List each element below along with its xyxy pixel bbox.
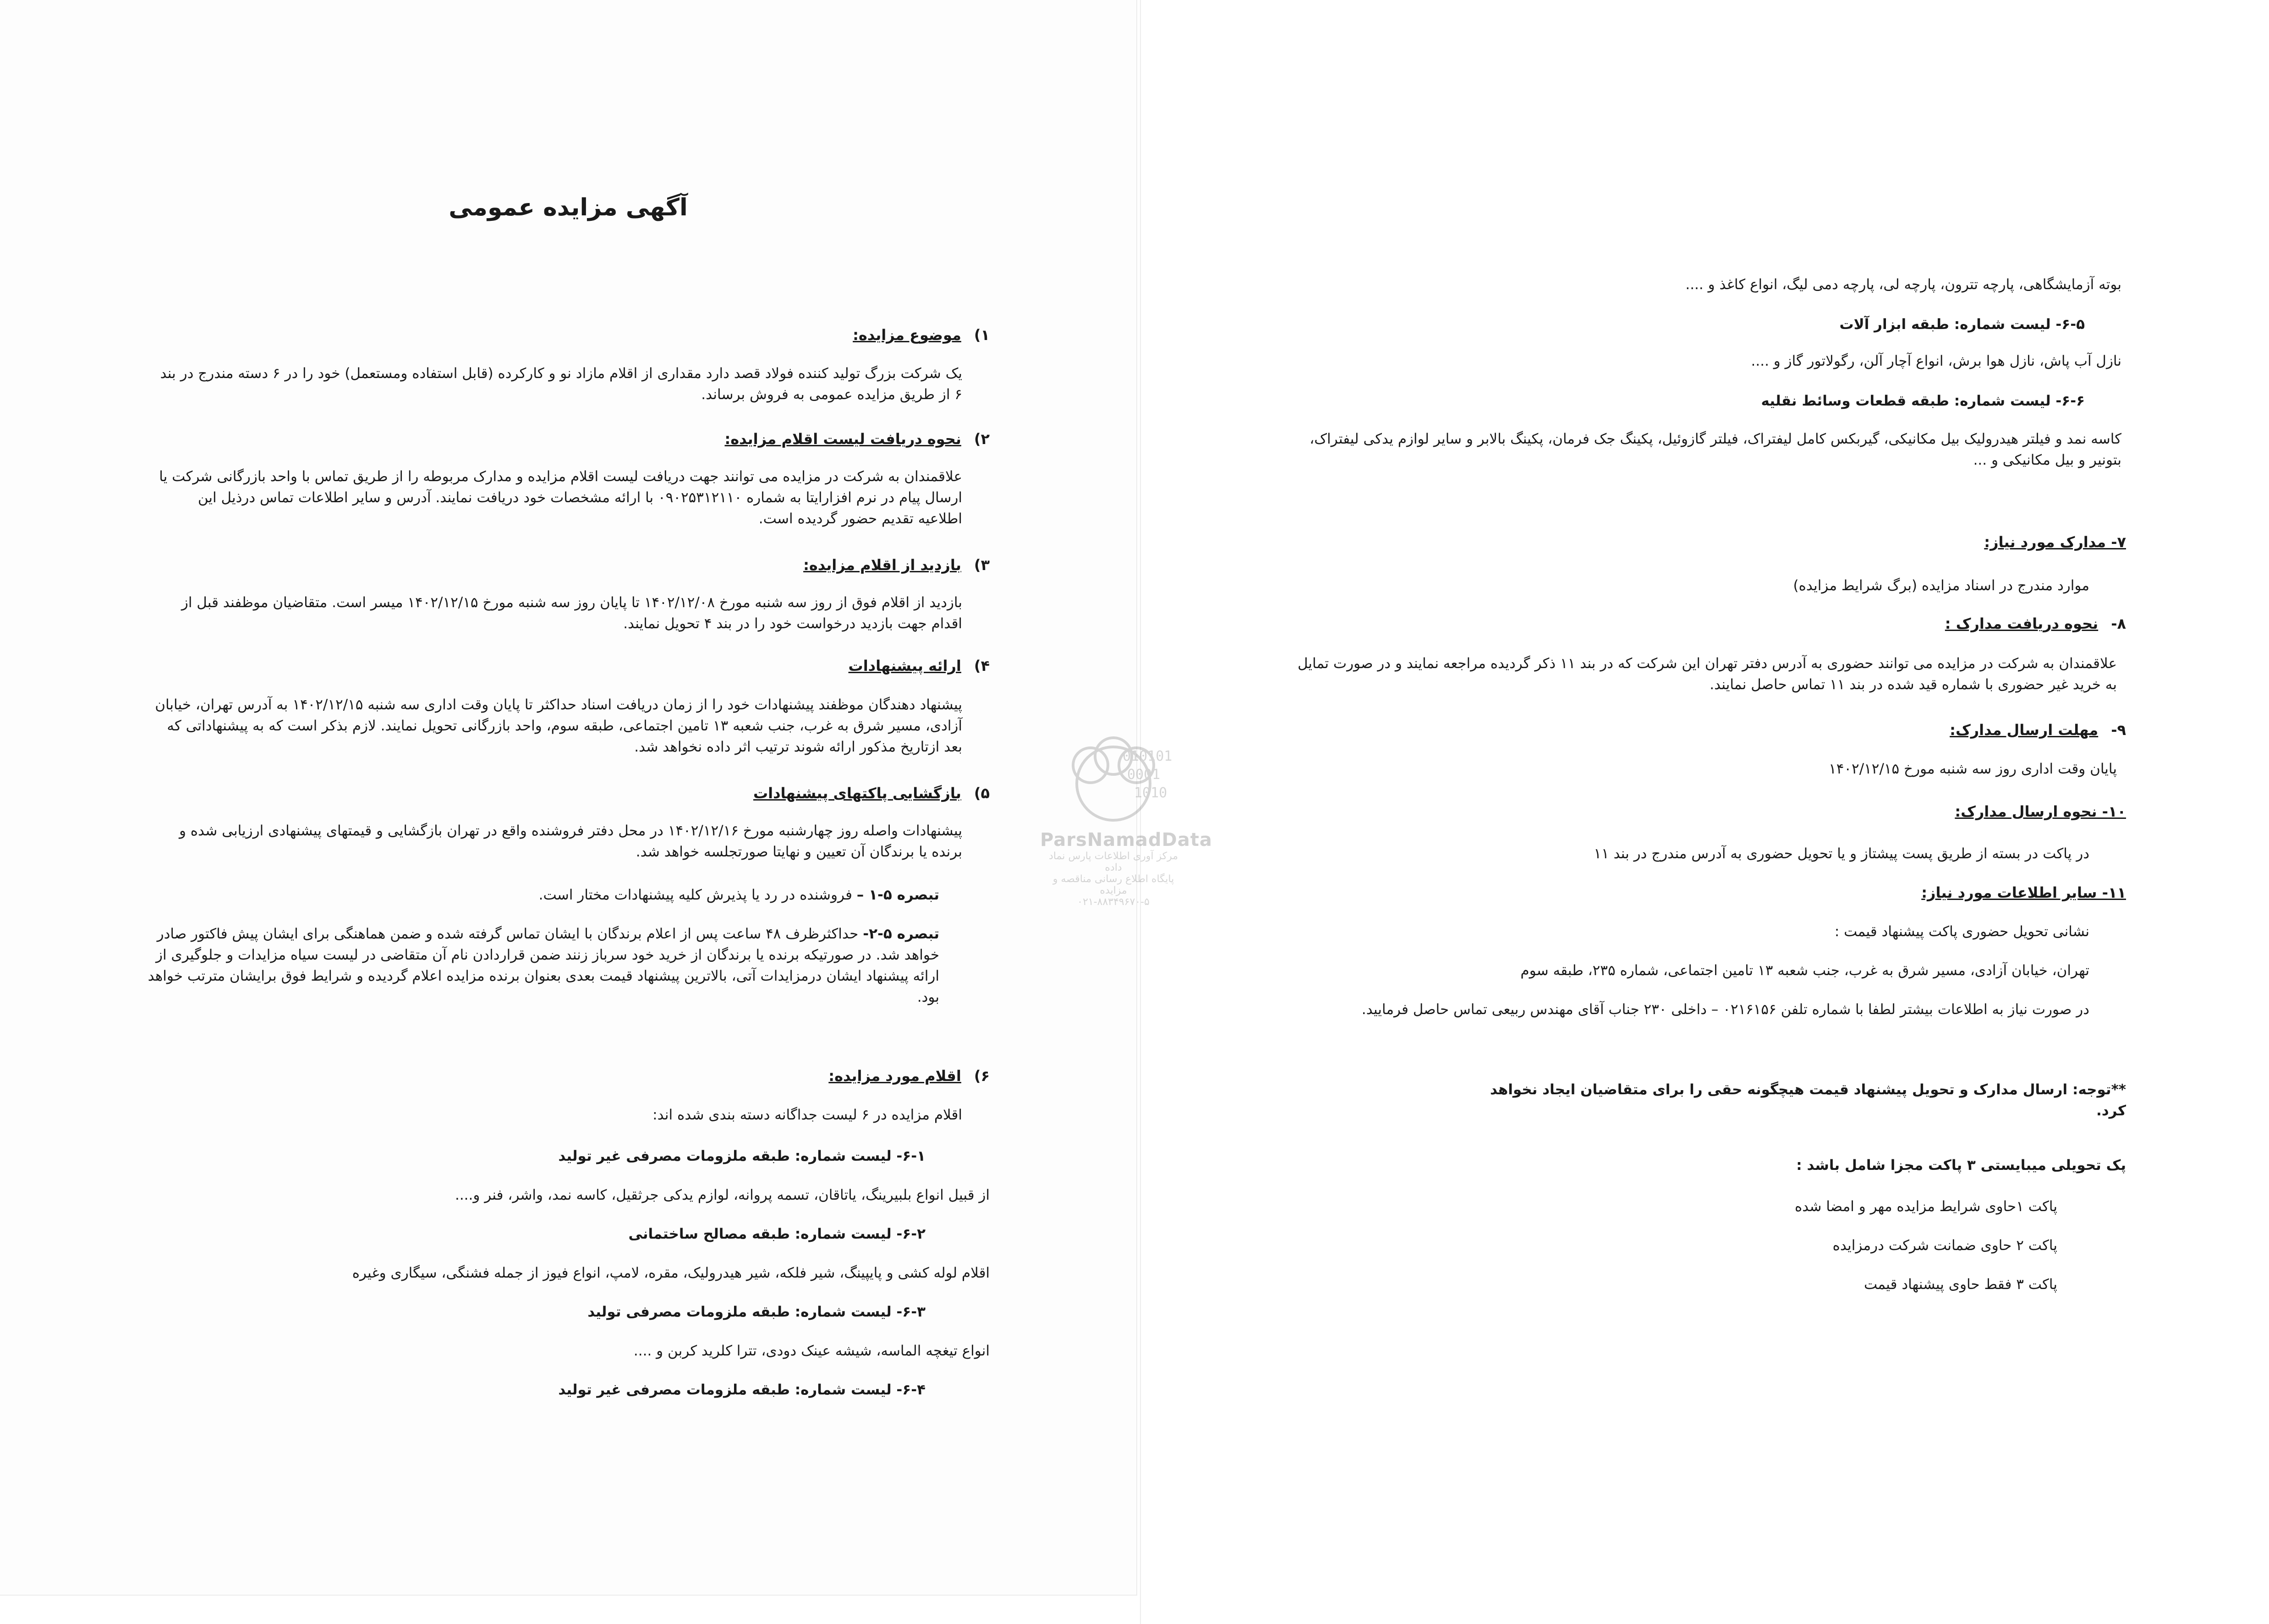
section-4-heading [687,655,990,676]
watermark-brand: ParsNamadData [1040,829,1212,850]
section-6-number: ۶) [974,1067,990,1085]
section-11-heading: ۱۱- سایر اطلاعات مورد نیاز: [1921,884,2126,901]
list-6-2-title: ۶-۲- لیست شماره: طبقه مصالح ساختمانی [628,1226,926,1242]
section-5-title: بازگشایی پاکتهای پیشنهادات [753,785,961,802]
svg-text:1010: 1010 [1134,785,1167,801]
notice-note: **توجه: ارسال مدارک و تحویل پیشنهاد قیمت هیچگونه حقی را برای متقاضیان ایجاد نخواهد کرد. [1490,1081,2126,1119]
package-item-1: پاکت ۱حاوی شرایط مزایده مهر و امضا شده [1795,1198,2057,1215]
section-9-number: ۹- [2111,721,2126,739]
note-5-2-label: تبصره ۵-۲- [863,926,939,942]
svg-text:010101: 010101 [1123,748,1173,764]
section-5-heading [641,783,990,804]
section-2-body: علاقمندان به شرکت در مزایده می توانند جهت دریافت لیست اقلام مزایده و مدارک مربوطه را از طریق تماس با واحد بازرگانی شرکت یا ارسال پیام در نرم افزارایتا به شماره ۰۹۰۲۵۳۱۲۱۱۰ با ارائه مشخصات خود دریافت نمایند. آدرس و سایر اطلاعات تماس درذیل این اطلاعیه تقدیم حضور گردیده است. [159,468,962,527]
section-3-title: بازدید از اقلام مزایده: [803,556,961,574]
section-3-number: ۳) [974,556,990,574]
note-5-1 [412,884,939,905]
section-11-line-1: نشانی تحویل حضوری پاکت پیشنهاد قیمت : [1834,923,2089,940]
section-9-heading [1879,719,2126,741]
section-3-heading [687,554,990,576]
section-2-title: نحوه دریافت لیست اقلام مزایده: [724,430,961,448]
section-4-body: پیشنهاد دهندگان موظفند پیشنهادات خود را از زمان دریافت اسناد حداکثر تا پایان وقت اداری سه شنبه ۱۴۰۲/۱۲/۱۵ به آدرس تهران، خیابان آزادی، مسیر شرق به غرب، جنب شعبه ۱۳ تامین اجتماعی، طبقه سوم، واحد بازرگانی تحویل نمایند. لازم بذکر است که به پیشنهاداتی که بعد ازتاریخ مذکور ارائه شوند ترتیب اثر داده نخواهد شد. [155,697,962,755]
section-5-body: پیشنهادات واصله روز چهارشنبه مورخ ۱۴۰۲/۱۲/۱۶ در محل دفتر فروشنده واقع در تهران بازگشایی و قیمتهای پیشنهادی ارزیابی شده و برنده یا برندگان آن تعیین و نهایتا صورتجلسه خواهد شد. [179,823,962,860]
section-2-heading [641,428,990,450]
package-item-2: پاکت ۲ حاوی ضمانت شرکت درمزایده [1832,1237,2057,1254]
watermark-logo-icon [1054,729,1173,829]
section-7-heading: ۷- مدارک مورد نیاز: [1984,533,2126,551]
section-8-title: نحوه دریافت مدارک : [1945,615,2099,632]
section-6-heading [687,1065,990,1086]
list-6-5-title: ۶-۵- لیست شماره: طبقه ابزار آلات [1839,316,2085,333]
section-6-title: اقلام مورد مزایده: [828,1067,961,1085]
list-6-4-body: بوته آزمایشگاهی، پارچه تترون، پارچه لی، پارچه دمی لیگ، انواع کاغذ و .... [1685,276,2121,293]
section-2-number: ۲) [974,430,990,448]
note-5-1-body: فروشنده در رد یا پذیرش کلیه پیشنهادات مختار است. [538,887,852,903]
section-11-line-2: تهران، خیابان آزادی، مسیر شرق به غرب، جنب شعبه ۱۳ تامین اجتماعی، شماره ۲۳۵، طبقه سوم [1520,962,2089,979]
section-10-body: در پاکت در بسته از طریق پست پیشتاز و یا تحویل حضوری به آدرس مندرج در بند ۱۱ [1594,845,2089,862]
list-6-6-body: کاسه نمد و فیلتر هیدرولیک بیل مکانیکی، گیربکس کامل لیفتراک، فیلتر گازوئیل، پکینگ جک فرمان، پکینگ بالابر و سایر لوازم یدکی لیفتراک، بتونیر و بیل مکانیکی و ... [1310,431,2121,468]
list-6-5-body: نازل آب پاش، نازل هوا برش، انواع آچار آلن، رگولاتور گاز و .... [1751,353,2121,369]
list-6-1-body: از قبیل انواع بلبیرینگ، یاتاقان، تسمه پروانه، لوازم یدکی جرثقیل، کاسه نمد، واشر، فنر و.... [455,1187,990,1203]
section-10-heading: ۱۰- نحوه ارسال مدارک: [1955,803,2126,820]
section-8-number: ۸- [2111,615,2126,632]
package-heading: پک تحویلی میبایستی ۳ پاکت مجزا شامل باشد : [1796,1157,2126,1174]
section-8-body: علاقمندان به شرکت در مزایده می توانند حضوری به آدرس دفتر تهران این شرکت که در بند ۱۱ ذکر گردیده مراجعه نمایند و در صورت تمایل به خرید غیر حضوری با شماره قید شده در بند ۱۱ تماس حاصل نمایند. [1297,655,2117,693]
section-1-heading [733,324,990,346]
watermark-phone: ۰۲۱-۸۸۳۴۹۶۷۰-۵ [1077,896,1150,908]
section-6-intro: اقلام مزایده در ۶ لیست جداگانه دسته بندی شده اند: [652,1107,962,1123]
note-5-1-label: تبصره ۵-۱ – [856,887,939,903]
list-6-6-title: ۶-۶- لیست شماره: طبقه قطعات وسائط نقلیه [1761,393,2085,409]
page-title: آگهی مزایده عمومی [449,194,688,221]
section-1-title: موضوع مزایده: [853,326,961,344]
list-6-3-title: ۶-۳- لیست شماره: طبقه ملزومات مصرفی تولید [587,1304,926,1320]
section-4-title: ارائه پیشنهادات [848,657,961,675]
section-4-number: ۴) [974,657,990,675]
list-6-1-title: ۶-۱- لیست شماره: طبقه ملزومات مصرفی غیر تولید [558,1148,926,1164]
note-5-2-body: حداکثرظرف ۴۸ ساعت پس از اعلام برندگان با ایشان تماس گرفته شده و ضمن هماهنگی برای ایشان پیش فاکتور صادر خواهد شد. در صورتیکه برنده یا برندگان از خرید خود سرباز زنند ضمن قراردادن نام آن متقاضی در لیست سیاه مزایدات و جلوگیری از ارائه پیشنهاد ایشان درمزایدات آتی، بالاترین پیشنهاد قیمت بعدی بعنوان برنده مزایده اعلام گردیده و شرایط فوق برایشان مترتب خواهد بود. [148,926,939,1005]
list-6-3-body: انواع تیغچه الماسه، شیشه عینک دودی، تترا کلرید کربن و .... [633,1343,990,1359]
watermark-line-1: مرکز آوری اطلاعات پارس نماد داده [1048,850,1178,873]
section-8-heading [1879,613,2126,634]
section-11-line-3: در صورت نیاز به اطلاعات بیشتر لطفا با شماره تلفن ۰۲۱۶۱۵۶ – داخلی ۲۳۰ جناب آقای مهندس ربیعی تماس حاصل فرمایید. [1361,1001,2089,1018]
svg-text:0001: 0001 [1127,767,1161,783]
list-6-2-body: اقلام لوله کشی و پایپینگ، شیر فلکه، شیر هیدرولیک، مقره، لامپ، انواع فیوز از جمله فشنگی، سیگاری وغیره [352,1265,990,1281]
section-9-title: مهلت ارسال مدارک: [1950,721,2099,739]
parsnamaddata-watermark [1040,729,1212,921]
section-9-body: پایان وقت اداری روز سه شنبه مورخ ۱۴۰۲/۱۲/۱۵ [1829,761,2117,777]
section-3-body: بازدید از اقلام فوق از روز سه شنبه مورخ ۱۴۰۲/۱۲/۰۸ تا پایان روز سه شنبه مورخ ۱۴۰۲/۱۲/۱۵ میسر است. متقاضیان موظفند قبل از اقدام جهت بازدید درخواست خود را در بند ۴ تحویل نمایند. [181,594,962,632]
watermark-line-2: پایگاه اطلاع رسانی مناقصه و مزایده [1052,873,1174,896]
note-5-2 [142,923,939,1008]
section-5-number: ۵) [974,785,990,802]
section-1-number: ۱) [974,326,990,344]
section-1-body: یک شرکت بزرگ تولید کننده فولاد قصد دارد مقداری از اقلام مازاد نو و کارکرده (قابل استفاده ومستعمل) خود را در ۶ دسته مندرج در بند ۶ از طریق مزایده عمومی به فروش برساند. [160,365,962,403]
package-item-3: پاکت ۳ فقط حاوی پیشنهاد قیمت [1863,1276,2057,1293]
list-6-4-title: ۶-۴- لیست شماره: طبقه ملزومات مصرفی غیر تولید [558,1382,926,1398]
section-7-body: موارد مندرج در اسناد مزایده (برگ شرایط مزایده) [1793,577,2089,594]
